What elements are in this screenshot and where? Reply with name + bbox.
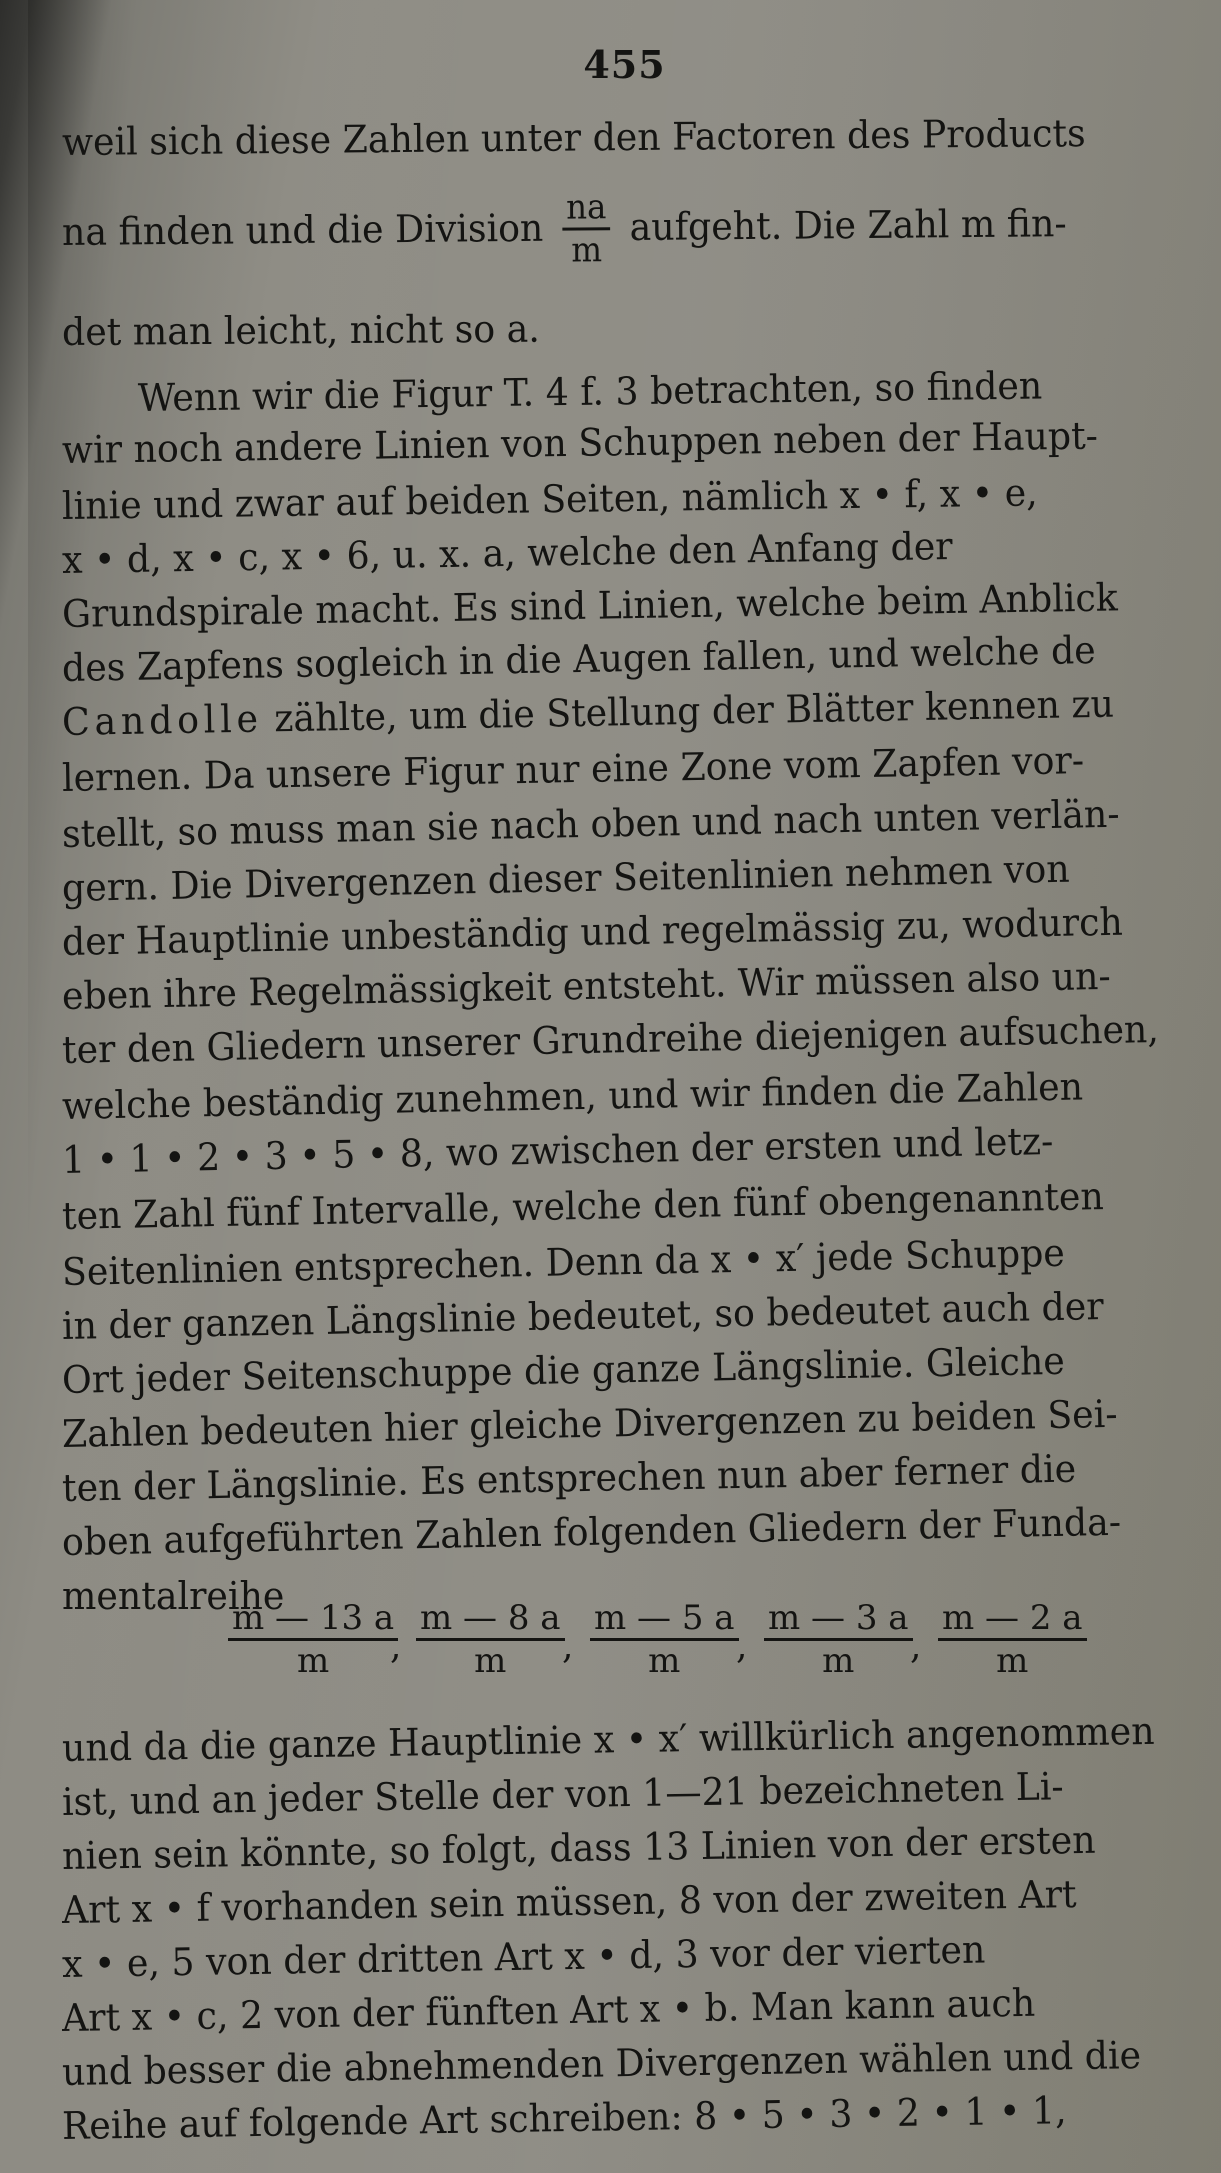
text-line: ter den Gliedern unserer Grundreihe diejenigen aufsuchen,: [61, 1006, 1160, 1072]
text-line: [62, 185, 1151, 277]
text-line: oben aufgeführten Zahlen folgenden Gliedern der Funda-: [61, 1499, 1122, 1564]
text-line: Art x • c, 2 von der fünften Art x • b. Man kann auch: [61, 1980, 1036, 2040]
fraction-numerator: m — 5 a: [590, 1598, 739, 1641]
series-separator: ,: [736, 1626, 748, 1667]
text-line: Wenn wir die Figur T. 4 f. 3 betrachten, so finden: [137, 363, 1043, 420]
text-line: der Hauptlinie unbeständig und regelmässig zu, wodurch: [61, 899, 1124, 964]
text-line: des Zapfens sogleich in die Augen fallen, und welche de: [61, 627, 1097, 690]
text-line: und da die ganze Hauptlinie x • x′ willkürlich angenommen: [61, 1708, 1155, 1770]
text-line: 1 • 1 • 2 • 3 • 5 • 8, wo zwischen der ersten und letz-: [61, 1118, 1054, 1182]
text-segment: zählte, um die Stellung der Blätter kennen zu: [273, 681, 1115, 741]
text-line: ist, und an jeder Stelle der von 1—21 bezeichneten Li-: [61, 1764, 1064, 1824]
fraction-numerator: na: [562, 187, 610, 230]
fraction-numerator: m — 2 a: [938, 1598, 1087, 1641]
fraction-numerator: m — 13 a: [228, 1598, 398, 1641]
text-line: x • e, 5 von der dritten Art x • d, 3 vor der vierten: [61, 1927, 986, 1986]
text-line: nien sein könnte, so folgt, dass 13 Linien von der ersten: [61, 1817, 1096, 1878]
text-line: linie und zwar auf beiden Seiten, nämlich x • f, x • e,: [61, 470, 1038, 528]
text-line: eben ihre Regelmässigkeit entsteht. Wir müssen also un-: [61, 953, 1112, 1018]
text-line: Grundspirale macht. Es sind Linien, welche beim Anblick: [61, 575, 1119, 636]
fraction-denominator: m: [296, 1641, 330, 1681]
fraction-denominator: m: [571, 230, 603, 271]
text-line: weil sich diese Zahlen unter den Factoren des Products: [61, 111, 1086, 164]
text-line: ten Zahl fünf Intervalle, welche den fünf obengenannten: [61, 1174, 1105, 1238]
fraction-denominator: m: [822, 1641, 855, 1681]
book-page: [28, 0, 1221, 2173]
series-fraction: [228, 1598, 398, 1681]
text-segment: aufgeht. Die Zahl m fin-: [629, 201, 1067, 250]
text-line: welche beständig zunehmen, und wir finden die Zahlen: [61, 1064, 1084, 1128]
series-fraction: [764, 1598, 913, 1681]
text-line: Seitenlinien entsprechen. Denn da x • x′ jede Schuppe: [61, 1230, 1066, 1294]
text-line: det man leicht, nicht so a.: [61, 306, 540, 354]
text-line: Reihe auf folgende Art schreiben: 8 • 5 • 3 • 2 • 1 • 1,: [61, 2088, 1067, 2148]
fraction-denominator: m: [996, 1641, 1029, 1681]
text-line: lernen. Da unsere Figur nur eine Zone vom Zapfen vor-: [61, 738, 1085, 800]
series-fraction: [416, 1598, 565, 1681]
fraction-numerator: m — 3 a: [764, 1598, 913, 1641]
text-line: Art x • f vorhanden sein müssen, 8 von der zweiten Art: [61, 1872, 1077, 1932]
text-line: Zahlen bedeuten hier gleiche Divergenzen zu beiden Sei-: [61, 1391, 1118, 1456]
series-fraction: [938, 1598, 1087, 1681]
text-line: gern. Die Divergenzen dieser Seitenlinien nehmen von: [61, 846, 1071, 910]
text-line: in der ganzen Längslinie bedeutet, so bedeutet auch der: [61, 1284, 1105, 1348]
text-line: und besser die abnehmenden Divergenzen wählen und die: [61, 2033, 1142, 2094]
fraction-denominator: m: [474, 1641, 507, 1681]
text-line: ten der Längslinie. Es entsprechen nun aber ferner die: [61, 1446, 1077, 1510]
author-name: Candolle: [61, 696, 264, 744]
text-line: [62, 681, 1151, 744]
text-segment: na finden und die Division: [61, 205, 544, 254]
text-line: Ort jeder Seitenschuppe die ganze Längslinie. Gleiche: [61, 1338, 1066, 1402]
fraction-denominator: m: [648, 1641, 681, 1681]
series-separator: ,: [390, 1626, 402, 1667]
page-number: 455: [583, 42, 666, 87]
fraction-numerator: m — 8 a: [416, 1598, 565, 1641]
text-line: wir noch andere Linien von Schuppen neben der Haupt-: [61, 413, 1099, 472]
series-fraction: [590, 1598, 739, 1681]
series-separator: ,: [910, 1626, 922, 1667]
series-separator: ,: [562, 1626, 574, 1667]
text-line: stellt, so muss man sie nach oben und nach unten verlän-: [61, 791, 1120, 856]
fundamental-series-formula: [228, 1598, 1128, 1708]
division-fraction: [562, 187, 611, 270]
text-line: x • d, x • c, x • 6, u. x. a, welche den Anfang der: [61, 524, 953, 582]
text-line: mentalreihe: [62, 1574, 285, 1618]
